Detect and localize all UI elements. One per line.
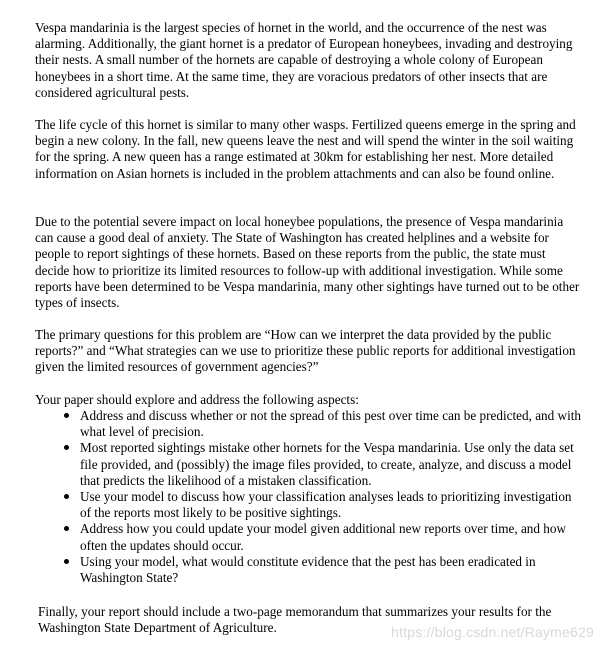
list-item-text: Most reported sightings mistake other hornets for the Vespa mandarinia. Use only the data set file provided, and (possibly) the image files provided, to create, analyze, and discuss a model that predicts the likelihood of a mistaken classification. <box>80 440 574 488</box>
aspects-list <box>62 408 582 586</box>
paragraph-life-cycle: The life cycle of this hornet is similar to many other wasps. Fertilized queens emerge in the spring and begin a new colony. In the fall, new queens leave the nest and will spend the winter in the soil waiting for the spring. A new queen has a range estimated at 30km for establishing her nest. More detailed information on Asian hornets is included in the problem attachments and can also be found online. <box>35 117 576 181</box>
list-item <box>62 489 582 521</box>
paragraph-aspects-intro: Your paper should explore and address the following aspects: <box>35 392 359 407</box>
list-item <box>62 521 582 553</box>
watermark: https://blog.csdn.net/Rayme629 <box>391 624 594 640</box>
list-item-text: Using your model, what would constitute evidence that the pest has been eradicated in Washington State? <box>80 553 536 586</box>
list-item-text: Use your model to discuss how your classification analyses leads to prioritizing investigation of the reports most likely to be positive sightings. <box>80 489 572 521</box>
list-item-text: Address and discuss whether or not the spread of this pest over time can be predicted, and with what level of precision. <box>80 408 581 440</box>
list-item-text: Address how you could update your model given additional new reports over time, and how often the updates should occur. <box>80 521 566 553</box>
paragraph-memorandum: Finally, your report should include a two-page memorandum that summarizes your results for the Washington State Department of Agriculture. <box>38 604 552 636</box>
list-item <box>62 554 582 586</box>
list-item <box>62 408 582 440</box>
paragraph-impact: Due to the potential severe impact on local honeybee populations, the presence of Vespa mandarinia can cause a good deal of anxiety. The State of Washington has created helplines and a website for people to report sightings of these hornets. Based on these reports from the public, the state must decide how to prioritize its limited resources to follow-up with additional investigation. While some reports have been determined to be Vespa mandarinia, many other sightings have turned out to be other types of insects. <box>35 214 580 311</box>
paragraph-intro: Vespa mandarinia is the largest species of hornet in the world, and the occurrence of the nest was alarming. Additionally, the giant hornet is a predator of European honeybees, invading and destroying their nests. A small number of the hornets are capable of destroying a whole colony of European honeybees in a short time. At the same time, they are voracious predators of other insects that are considered agricultural pests. <box>35 20 573 100</box>
list-item <box>62 440 582 489</box>
paragraph-primary-questions: The primary questions for this problem are “How can we interpret the data provided by the public reports?” and “What strategies can we use to prioritize these public reports for additional investigation given the limited resources of government agencies?” <box>35 327 576 375</box>
